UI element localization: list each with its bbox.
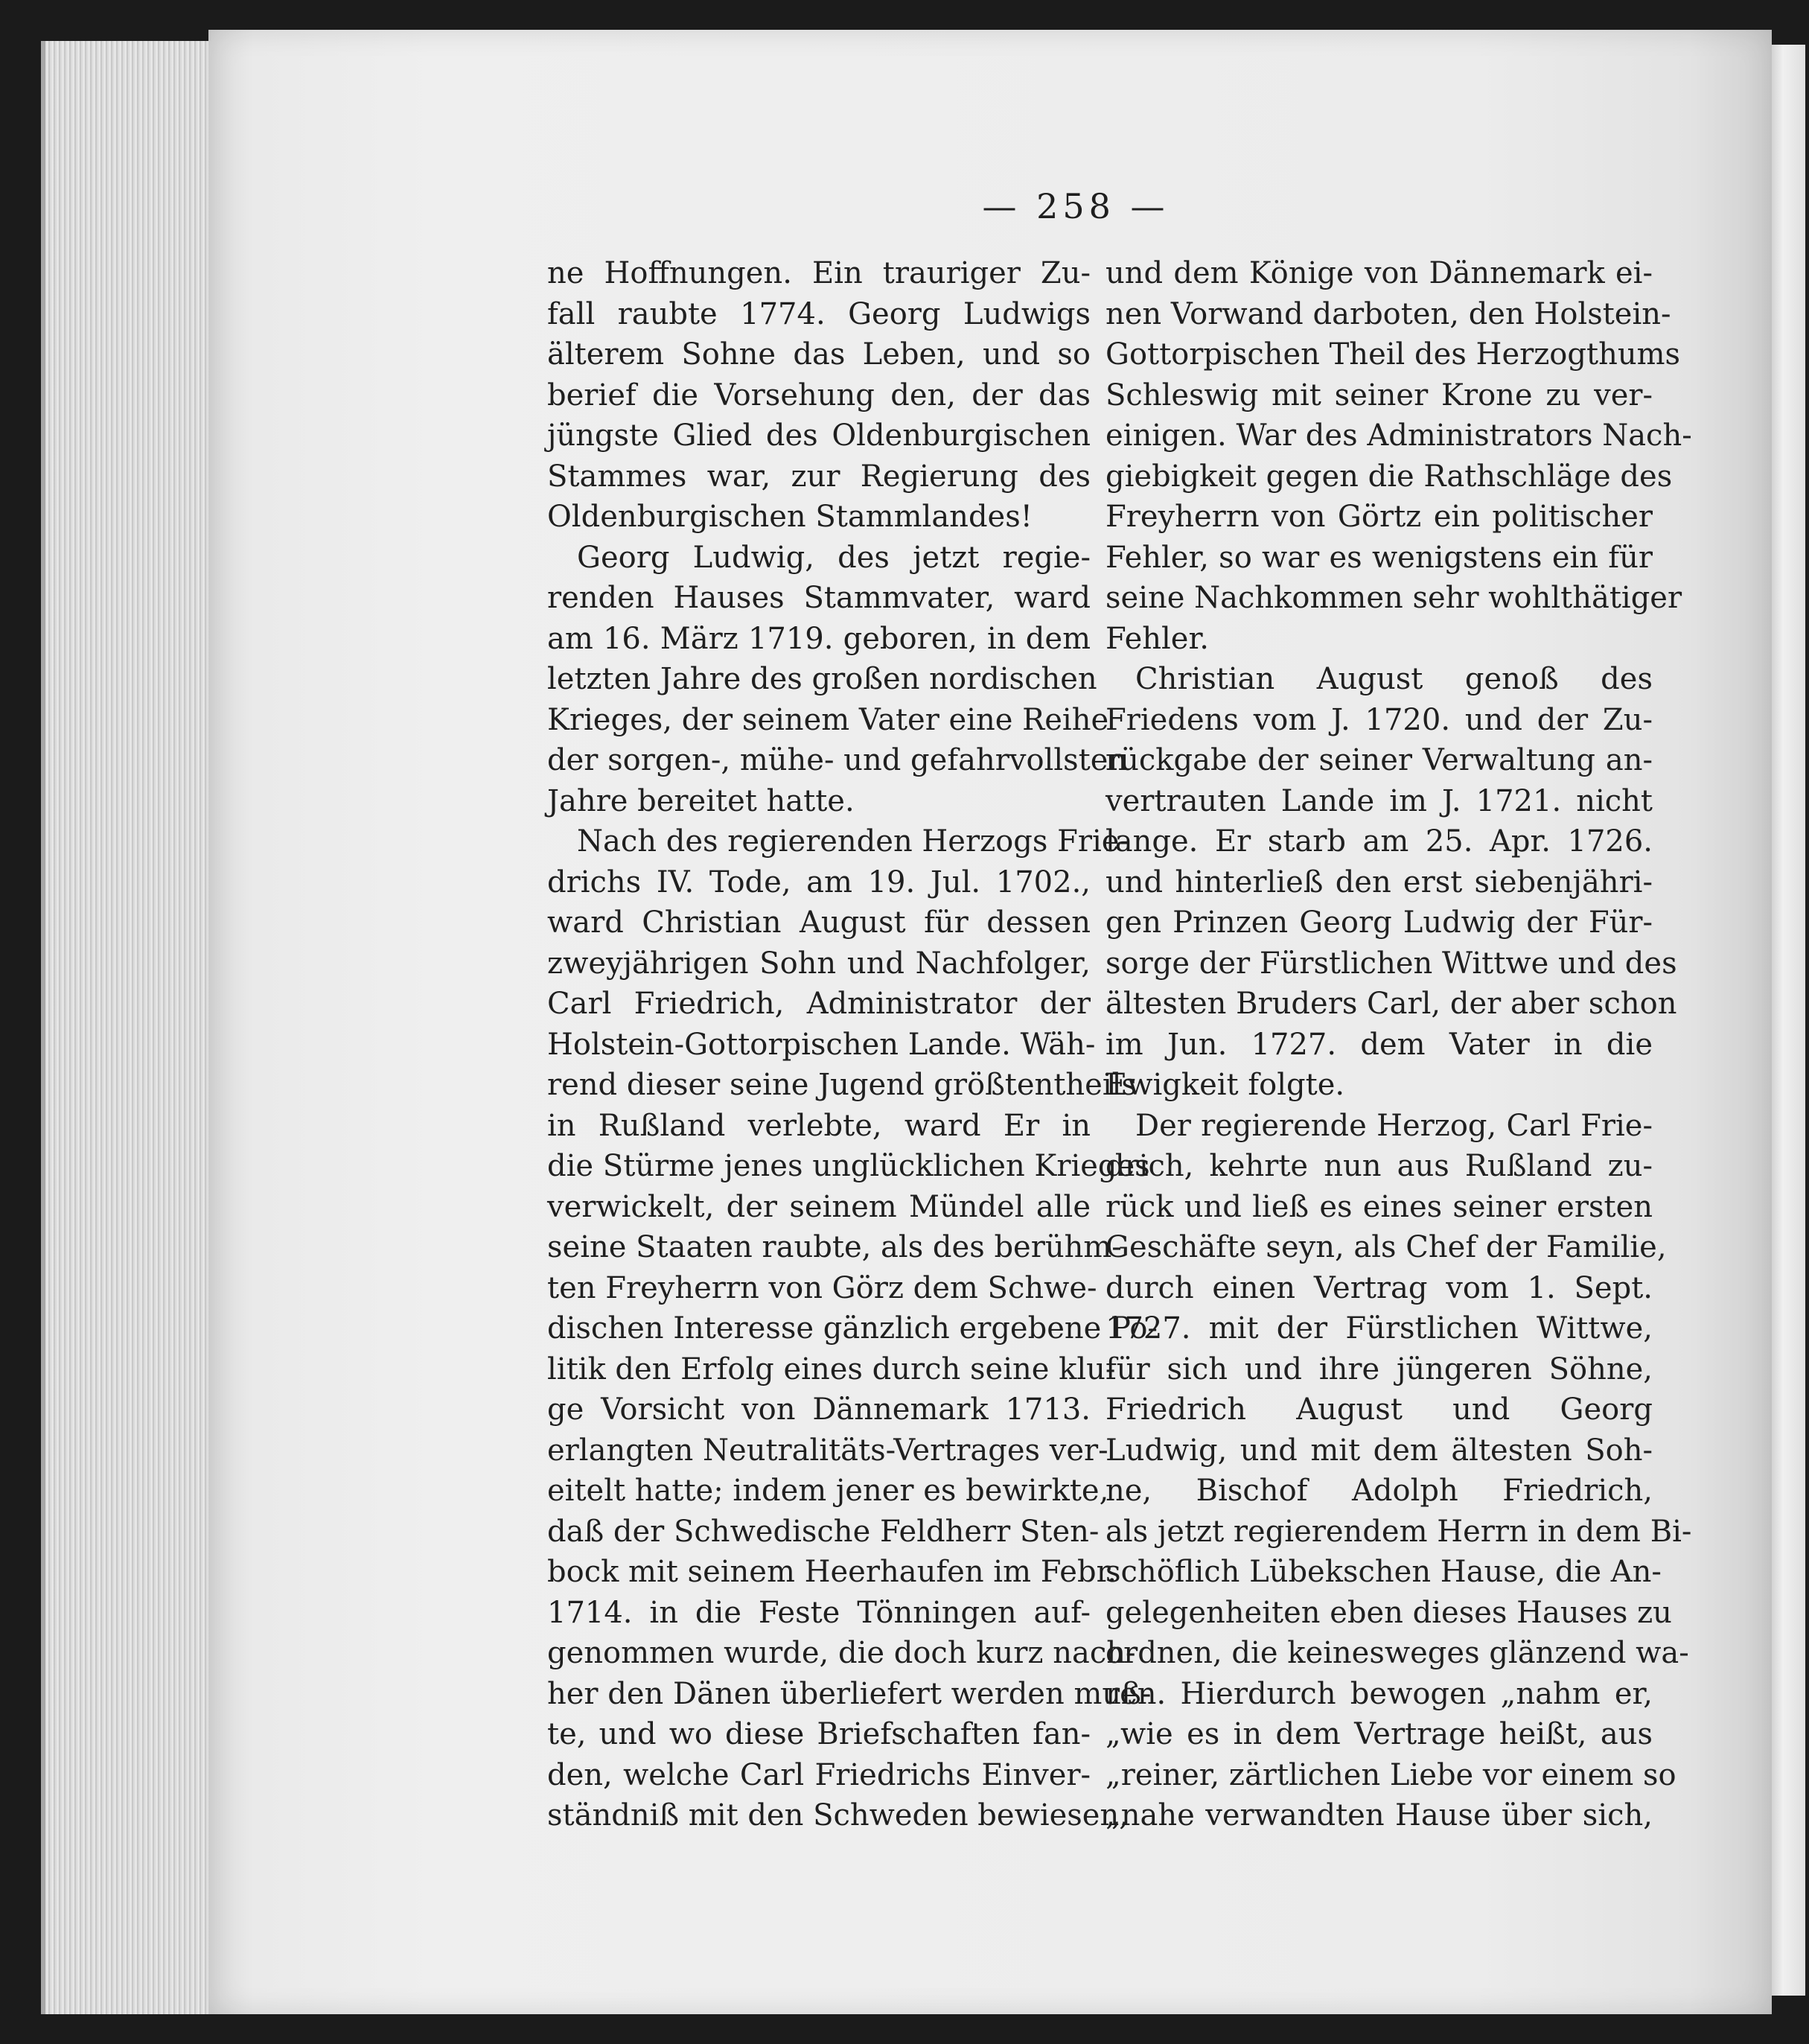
text-line: seine Staaten raubte, als des berühm-	[547, 1230, 1122, 1264]
text-line: Jahre bereitet hatte.	[547, 783, 855, 818]
text-line: durch einen Vertrag vom 1. Sept.	[1106, 1270, 1653, 1305]
text-line: älterem Sohne das Leben, und so	[547, 337, 1091, 372]
page-number: — 258 —	[982, 186, 1170, 226]
text-line: rück und ließ es eines seiner ersten	[1106, 1189, 1653, 1224]
text-line: Schleswig mit seiner Krone zu ver-	[1106, 378, 1653, 413]
text-line: Der regierende Herzog, Carl Frie-	[1135, 1108, 1653, 1143]
text-line: ren. Hierdurch bewogen „nahm er,	[1106, 1676, 1653, 1711]
text-line: dischen Interesse gänzlich ergebene Po-	[547, 1311, 1158, 1346]
text-line: vertrauten Lande im J. 1721. nicht	[1106, 783, 1653, 818]
text-line: Carl Friedrich, Administrator der	[547, 987, 1091, 1021]
text-line: genommen wurde, die doch kurz nach-	[547, 1636, 1136, 1670]
page-edges	[41, 41, 232, 2014]
text-line: Friedrich August und Georg	[1106, 1392, 1653, 1427]
text-line: lange. Er starb am 25. Apr. 1726.	[1106, 824, 1653, 859]
text-line: berief die Vorsehung den, der das	[547, 378, 1091, 413]
text-line: bock mit seinem Heerhaufen im Febr.	[547, 1555, 1117, 1589]
text-line: ältesten Bruders Carl, der aber schon	[1106, 987, 1677, 1021]
text-line: eitelt hatte; indem jener es bewirkte,	[547, 1474, 1109, 1508]
text-line: Krieges, der seinem Vater eine Reihe	[547, 702, 1109, 737]
text-line: Ewigkeit folgte.	[1106, 1068, 1345, 1102]
text-line: gelegenheiten eben dieses Hauses zu	[1106, 1595, 1672, 1630]
text-line: gen Prinzen Georg Ludwig der Für-	[1106, 905, 1653, 940]
text-line: Gottorpischen Theil des Herzogthums	[1106, 337, 1681, 372]
text-line: ständniß mit den Schweden bewiesen,	[547, 1798, 1129, 1833]
text-line: ge Vorsicht von Dännemark 1713.	[547, 1392, 1091, 1427]
text-line: Ludwig, und mit dem ältesten Soh-	[1106, 1433, 1653, 1468]
text-line: nen Vorwand darboten, den Holstein-	[1106, 296, 1671, 331]
text-line: am 16. März 1719. geboren, in dem	[547, 621, 1091, 656]
text-line: für sich und ihre jüngeren Söhne,	[1106, 1351, 1653, 1386]
text-line: und dem Könige von Dännemark ei-	[1106, 256, 1653, 290]
right-text-column	[1106, 253, 1692, 1836]
text-line: renden Hauses Stammvater, ward	[547, 581, 1091, 615]
text-line: ten Freyherrn von Görz dem Schwe-	[547, 1270, 1097, 1305]
text-line: drichs IV. Tode, am 19. Jul. 1702.,	[547, 865, 1091, 900]
text-line: die Stürme jenes unglücklichen Krieges	[547, 1149, 1150, 1183]
text-line: Christian August genoß des	[1135, 662, 1653, 696]
text-line: zweyjährigen Sohn und Nachfolger,	[547, 946, 1091, 981]
text-line: „wie es in dem Vertrage heißt, aus	[1106, 1717, 1653, 1751]
text-line: daß der Schwedische Feldherr Sten-	[547, 1514, 1100, 1549]
text-line: einigen. War des Administrators Nach-	[1106, 418, 1692, 453]
text-line: Freyherrn von Görtz ein politischer	[1106, 500, 1653, 534]
text-line: „reiner, zärtlichen Liebe vor einem so	[1106, 1757, 1676, 1792]
text-line: schöflich Lübekschen Hause, die An-	[1106, 1555, 1662, 1589]
text-line: rend dieser seine Jugend größtentheils	[547, 1068, 1137, 1102]
text-line: der sorgen-, mühe- und gefahrvollsten	[547, 743, 1128, 777]
text-line: verwickelt, der seinem Mündel alle	[547, 1189, 1091, 1224]
text-line: Geschäfte seyn, als Chef der Familie,	[1106, 1230, 1667, 1264]
text-line: Oldenburgischen Stammlandes!	[547, 500, 1033, 534]
text-line: Nach des regierenden Herzogs Frie-	[577, 824, 1129, 859]
next-page-edge	[1768, 45, 1805, 1996]
text-line: giebigkeit gegen die Rathschläge des	[1106, 459, 1673, 494]
text-line: „nahe verwandten Hause über sich,	[1106, 1798, 1653, 1833]
text-line: litik den Erfolg eines durch seine klu-	[547, 1351, 1116, 1386]
text-line: Friedens vom J. 1720. und der Zu-	[1106, 702, 1653, 737]
text-line: te, und wo diese Briefschaften fan-	[547, 1717, 1091, 1751]
text-line: in Rußland verlebte, ward Er in	[547, 1108, 1091, 1143]
text-line: 1727. mit der Fürstlichen Wittwe,	[1106, 1311, 1653, 1346]
text-line: ward Christian August für dessen	[547, 905, 1091, 940]
text-line: sorge der Fürstlichen Wittwe und des	[1106, 946, 1677, 981]
text-line: den, welche Carl Friedrichs Einver-	[547, 1757, 1091, 1792]
text-line: her den Dänen überliefert werden muß-	[547, 1676, 1152, 1711]
text-line: drich, kehrte nun aus Rußland zu-	[1106, 1149, 1653, 1183]
text-line: Holstein-Gottorpischen Lande. Wäh-	[547, 1027, 1096, 1062]
text-line: ne, Bischof Adolph Friedrich,	[1106, 1474, 1653, 1508]
text-line: Fehler.	[1106, 621, 1209, 656]
text-line: erlangten Neutralitäts-Vertrages ver-	[547, 1433, 1108, 1468]
text-line: jüngste Glied des Oldenburgischen	[547, 418, 1091, 453]
text-line: rückgabe der seiner Verwaltung an-	[1106, 743, 1653, 777]
text-line: ne Hoffnungen. Ein trauriger Zu-	[547, 256, 1091, 290]
text-line: fall raubte 1774. Georg Ludwigs	[547, 296, 1091, 331]
text-line: ordnen, die keinesweges glänzend wa-	[1106, 1636, 1689, 1670]
text-line: als jetzt regierendem Herrn in dem Bi-	[1106, 1514, 1692, 1549]
text-line: letzten Jahre des großen nordischen	[547, 662, 1097, 696]
text-line: im Jun. 1727. dem Vater in die	[1106, 1027, 1653, 1062]
text-line: und hinterließ den erst siebenjähri-	[1106, 865, 1653, 900]
text-line: Fehler, so war es wenigstens ein für	[1106, 540, 1653, 575]
text-line: 1714. in die Feste Tönningen auf-	[547, 1595, 1091, 1630]
text-line: seine Nachkommen sehr wohlthätiger	[1106, 581, 1682, 615]
text-line: Stammes war, zur Regierung des	[547, 459, 1091, 494]
text-line: Georg Ludwig, des jetzt regie-	[577, 540, 1091, 575]
